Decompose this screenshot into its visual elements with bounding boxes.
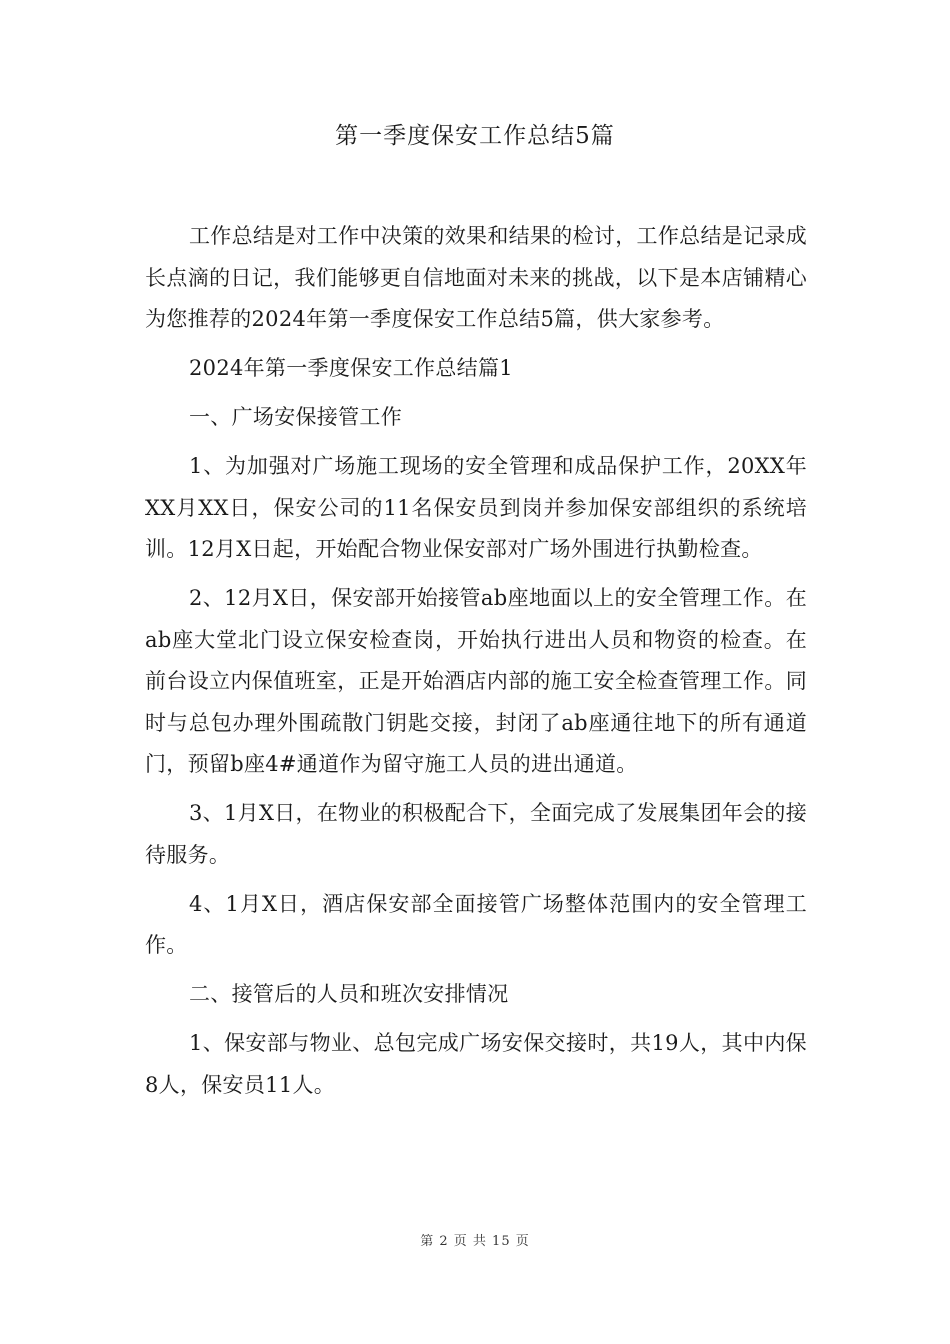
item-3-paragraph: 3、1月X日，在物业的积极配合下，全面完成了发展集团年会的接待服务。 [145, 801, 807, 867]
heading-staff-shift-arrangement: 二、接管后的人员和班次安排情况 [189, 982, 509, 1006]
document-body [145, 216, 807, 1114]
item-4-paragraph: 4、1月X日，酒店保安部全面接管广场整体范围内的安全管理工作。 [145, 891, 807, 957]
heading-plaza-security-takeover: 一、广场安保接管工作 [189, 405, 402, 429]
item-2-paragraph: 2、12月X日，保安部开始接管ab座地面以上的安全管理工作。在ab座大堂北门设立保安检查岗，开始执行进出人员和物资的检查。在前台设立内保值班室，正是开始酒店内部的施工安全检查管理工作。同时与总包办理外围疏散门钥匙交接，封闭了ab座通往地下的所有通道门，预留b座4#通道作为留守施工人员的进出通道。 [145, 586, 807, 776]
page-number-footer: 第 2 页 共 15 页 [420, 1234, 530, 1249]
document-title: 第一季度保安工作总结5篇 [335, 123, 615, 149]
staffing-item-1-paragraph: 1、保安部与物业、总包完成广场安保交接时，共19人，其中内保8人，保安员11人。 [145, 1031, 807, 1097]
item-1-paragraph: 1、为加强对广场施工现场的安全管理和成品保护工作，20XX年XX月XX日，保安公司的11名保安员到岗并参加保安部组织的系统培训。12月X日起，开始配合物业保安部对广场外围进行执勤检查。 [145, 454, 807, 561]
intro-paragraph: 工作总结是对工作中决策的效果和结果的检讨，工作总结是记录成长点滴的日记，我们能够更自信地面对未来的挑战，以下是本店铺精心为您推荐的2024年第一季度保安工作总结5篇，供大家参考。 [145, 224, 807, 331]
section-heading-part-1: 2024年第一季度保安工作总结篇1 [189, 356, 513, 380]
